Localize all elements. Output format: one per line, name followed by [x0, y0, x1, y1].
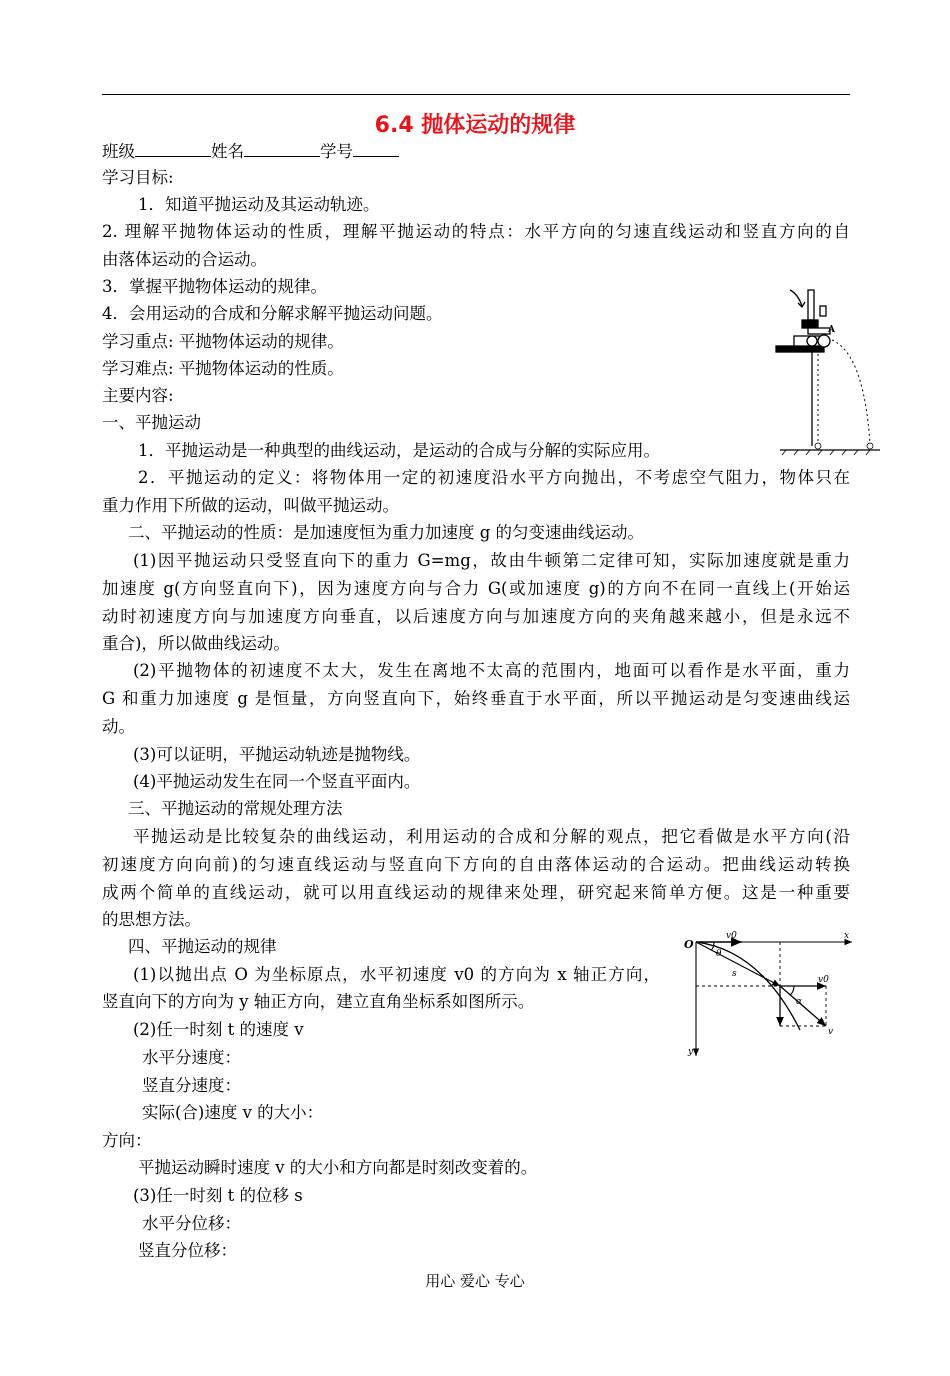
apparatus-figure	[772, 284, 882, 464]
class-field[interactable]	[135, 142, 211, 157]
property-1-line-2: 加速度 g(方向竖直向下)，因为速度方向与合力 G(或加速度 g)的方向不在同一直线上(开始运	[102, 579, 850, 598]
student-info-row	[102, 142, 399, 162]
method-line-4: 的思想方法。	[102, 910, 201, 929]
main-content-heading: 主要内容:	[102, 386, 174, 405]
header-rule	[102, 94, 850, 95]
class-label: 班级	[102, 142, 135, 161]
page-footer: 用心 爱心 专心	[425, 1272, 525, 1290]
objective-4: 4．会用运动的合成和分解求解平抛运动问题。	[102, 304, 443, 323]
horizontal-velocity-label: 水平分速度：	[142, 1048, 241, 1067]
section-1-heading: 一、平抛运动	[102, 413, 201, 432]
page-title: 6.4 抛体运动的规律	[374, 113, 576, 138]
objective-1: 1．知道平抛运动及其运动轨迹。	[138, 195, 380, 214]
key-point: 学习重点: 平抛物体运动的规律。	[102, 332, 344, 351]
rule-3-heading: (3)任一时刻 t 的位移 s	[133, 1186, 303, 1205]
objective-3: 3．掌握平抛物体运动的规律。	[102, 277, 327, 296]
projectile-coordinate-figure	[680, 926, 860, 1060]
method-line-2: 初速度方向向前)的匀速直线运动与竖直向下方向的自由落体运动的合运动。把曲线运动转换	[102, 855, 850, 874]
property-2-line-1: (2)平抛物体的初速度不太大，发生在离地不太高的范围内，地面可以看作是水平面，重力	[133, 661, 850, 680]
name-label: 姓名	[211, 142, 244, 161]
vertical-velocity-label: 竖直分速度：	[142, 1076, 241, 1095]
vertical-displacement-label: 竖直分位移：	[138, 1241, 237, 1260]
x-axis-label: x	[844, 931, 850, 941]
velocity-note: 平抛运动瞬时速度 v 的大小和方向都是时刻改变着的。	[138, 1158, 538, 1177]
y-axis-label: y	[688, 1047, 694, 1057]
section-1-para-1: 1．平抛运动是一种典型的曲线运动，是运动的合成与分解的实际应用。	[138, 441, 660, 460]
number-label: 学号	[320, 142, 353, 161]
name-field[interactable]	[244, 142, 320, 157]
origin-label: O	[684, 938, 694, 951]
property-1-line-3: 动时初速度方向与加速度方向垂直，以后速度方向与加速度方向的夹角越来越小，但是永远不	[102, 607, 850, 626]
section-1-para-2-line-1: 2．平抛运动的定义：将物体用一定的初速度沿水平方向抛出，不考虑空气阻力，物体只在	[138, 468, 850, 487]
apparatus-label-a: A	[828, 325, 835, 335]
section-3-heading: 三、平抛运动的常规处理方法	[128, 799, 343, 818]
property-1-line-4: 重合)，所以做曲线运动。	[102, 634, 290, 653]
property-2-line-3: 动。	[102, 717, 135, 736]
rule-1-line-1: (1)以抛出点 O 为坐标原点，水平初速度 v0 的方向为 x 轴正方向，	[133, 965, 660, 984]
alpha-label: α	[796, 997, 803, 1007]
section-2-heading: 二、平抛运动的性质：是加速度恒为重力加速度 g 的匀变速曲线运动。	[128, 523, 645, 542]
number-field[interactable]	[353, 142, 399, 157]
displacement-label: s	[732, 969, 737, 979]
v0-right-label: v0	[818, 975, 829, 985]
objective-2-line-1: 2. 理解平抛物体运动的性质，理解平抛运动的特点：水平方向的匀速直线运动和竖直方向的自	[102, 222, 850, 241]
property-2-line-2: G 和重力加速度 g 是恒量，方向竖直向下，始终垂直于水平面，所以平抛运动是匀变速曲线运	[102, 689, 850, 708]
method-line-3: 成两个简单的直线运动，就可以用直线运动的规律来处理，研究起来简单方便。这是一种重要	[102, 883, 850, 902]
theta-label: θ	[716, 949, 722, 959]
objectives-heading: 学习目标:	[102, 168, 174, 187]
objective-2-line-2: 由落体运动的合运动。	[102, 250, 267, 269]
rule-1-line-2: 竖直向下的方向为 y 轴正方向，建立直角坐标系如图所示。	[102, 992, 535, 1011]
property-1-line-1: (1)因平抛运动只受竖直向下的重力 G=mg，故由牛顿第二定律可知，实际加速度就是重力	[133, 551, 850, 570]
difficulty: 学习难点: 平抛物体运动的性质。	[102, 359, 344, 378]
direction-label: 方向：	[102, 1131, 152, 1150]
rule-2-heading: (2)任一时刻 t 的速度 v	[133, 1020, 304, 1039]
resultant-velocity-label: 实际(合)速度 v 的大小：	[142, 1103, 324, 1122]
v0-top-label: v0	[726, 931, 737, 941]
property-4: (4)平抛运动发生在同一个竖直平面内。	[133, 772, 421, 791]
property-3: (3)可以证明，平抛运动轨迹是抛物线。	[133, 745, 421, 764]
velocity-label: v	[828, 1027, 834, 1037]
section-4-heading: 四、平抛运动的规律	[128, 937, 277, 956]
section-1-para-2-line-2: 重力作用下所做的运动，叫做平抛运动。	[102, 496, 399, 515]
horizontal-displacement-label: 水平分位移：	[142, 1214, 241, 1233]
method-line-1: 平抛运动是比较复杂的曲线运动，利用运动的合成和分解的观点，把它看做是水平方向(沿	[133, 827, 850, 846]
